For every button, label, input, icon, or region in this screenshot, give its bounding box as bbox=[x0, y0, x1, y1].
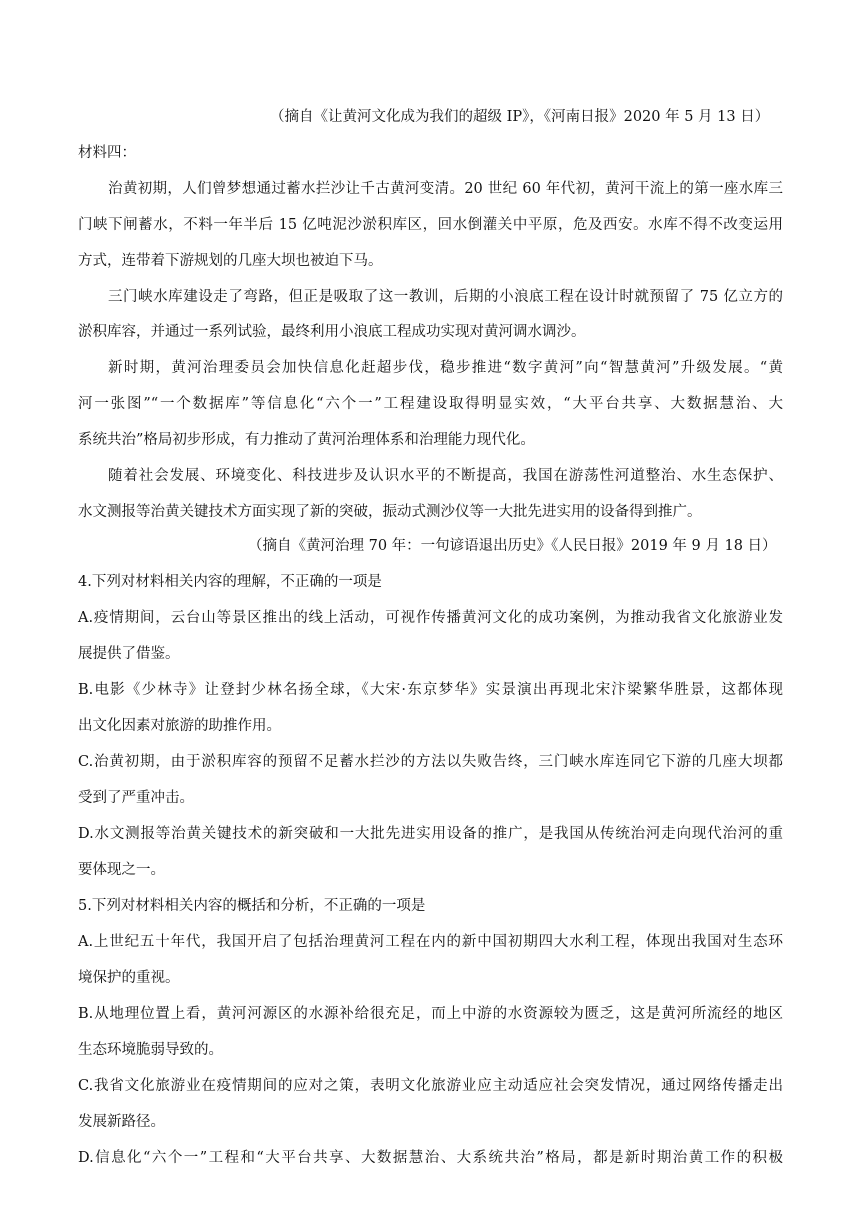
material-4-title: 材料四： bbox=[78, 145, 136, 161]
q5-option-c-line-2: 发展新路径。 bbox=[78, 1114, 165, 1130]
paragraph-3-line-1: 新时期，黄河治理委员会加快信息化赶超步伐，稳步推进“数字黄河”向“智慧黄河”升级发展。“黄 bbox=[108, 360, 783, 376]
source-citation-2: （摘自《黄河治理 70 年：一句谚语退出历史》《人民日报》2019 年 9 月 18 日） bbox=[248, 538, 777, 554]
paragraph-1-line-3: 方式，连带着下游规划的几座大坝也被迫下马。 bbox=[78, 253, 383, 269]
paragraph-3-line-2: 河一张图”“一个数据库”等信息化“六个一”工程建设取得明显实效，“大平台共享、大数据慧治、大 bbox=[78, 396, 783, 412]
paragraph-2-line-1: 三门峡水库建设走了弯路，但正是吸取了这一教训，后期的小浪底工程在设计时就预留了 75 亿立方的 bbox=[108, 289, 783, 305]
question-4-stem: 4.下列对材料相关内容的理解，不正确的一项是 bbox=[78, 574, 382, 590]
q4-option-b-line-2: 出文化因素对旅游的助推作用。 bbox=[78, 718, 281, 734]
q4-option-a-line-2: 展提供了借鉴。 bbox=[78, 646, 180, 662]
paragraph-2-line-2: 淤积库容，并通过一系列试验，最终利用小浪底工程成功实现对黄河调水调沙。 bbox=[78, 324, 586, 340]
q4-option-d-line-2: 要体现之一。 bbox=[78, 862, 165, 878]
paragraph-1-line-2: 门峡下闸蓄水，不料一年半后 15 亿吨泥沙淤积库区，回水倒灌关中平原，危及西安。水库不得不改变运用 bbox=[78, 217, 783, 233]
paragraph-3-line-3: 系统共治”格局初步形成，有力推动了黄河治理体系和治理能力现代化。 bbox=[78, 432, 535, 448]
paragraph-4-line-2: 水文测报等治黄关键技术方面实现了新的突破，振动式测沙仪等一大批先进实用的设备得到推广。 bbox=[78, 504, 702, 520]
q5-option-a-line-1: A.上世纪五十年代，我国开启了包括治理黄河工程在内的新中国初期四大水利工程，体现出我国对生态环 bbox=[78, 934, 783, 950]
q4-option-b-line-1: B.电影《少林寺》让登封少林名扬全球，《大宋·东京梦华》实景演出再现北宋汴梁繁华胜景，这都体现 bbox=[78, 682, 783, 698]
q4-option-c-line-1: C.治黄初期，由于淤积库容的预留不足蓄水拦沙的方法以失败告终，三门峡水库连同它下游的几座大坝都 bbox=[78, 754, 783, 770]
paragraph-4-line-1: 随着社会发展、环境变化、科技进步及认识水平的不断提高，我国在游荡性河道整治、水生态保护、 bbox=[108, 468, 783, 484]
q5-option-a-line-2: 境保护的重视。 bbox=[78, 970, 180, 986]
q5-option-b-line-2: 生态环境脆弱导致的。 bbox=[78, 1042, 223, 1058]
q5-option-c-line-1: C.我省文化旅游业在疫情期间的应对之策，表明文化旅游业应主动适应社会突发情况，通过网络传播走出 bbox=[78, 1078, 783, 1094]
question-5-stem: 5.下列对材料相关内容的概括和分析，不正确的一项是 bbox=[78, 898, 426, 914]
q4-option-a-line-1: A.疫情期间，云台山等景区推出的线上活动，可视作传播黄河文化的成功案例，为推动我省文化旅游业发 bbox=[78, 610, 783, 626]
q5-option-d-line-1: D.信息化“六个一”工程和“大平台共享、大数据慧治、大系统共治”格局，都是新时期治黄工作的积极 bbox=[78, 1150, 783, 1166]
q4-option-c-line-2: 受到了严重冲击。 bbox=[78, 790, 194, 806]
q5-option-b-line-1: B.从地理位置上看，黄河河源区的水源补给很充足，而上中游的水资源较为匮乏，这是黄河所流经的地区 bbox=[78, 1006, 783, 1022]
source-citation-1: （摘自《让黄河文化成为我们的超级 IP》，《河南日报》2020 年 5 月 13 日） bbox=[270, 109, 770, 125]
paragraph-1-line-1: 治黄初期，人们曾梦想通过蓄水拦沙让千古黄河变清。20 世纪 60 年代初，黄河干流上的第一座水库三 bbox=[108, 181, 783, 197]
q4-option-d-line-1: D.水文测报等治黄关键技术的新突破和一大批先进实用设备的推广，是我国从传统治河走向现代治河的重 bbox=[78, 826, 783, 842]
